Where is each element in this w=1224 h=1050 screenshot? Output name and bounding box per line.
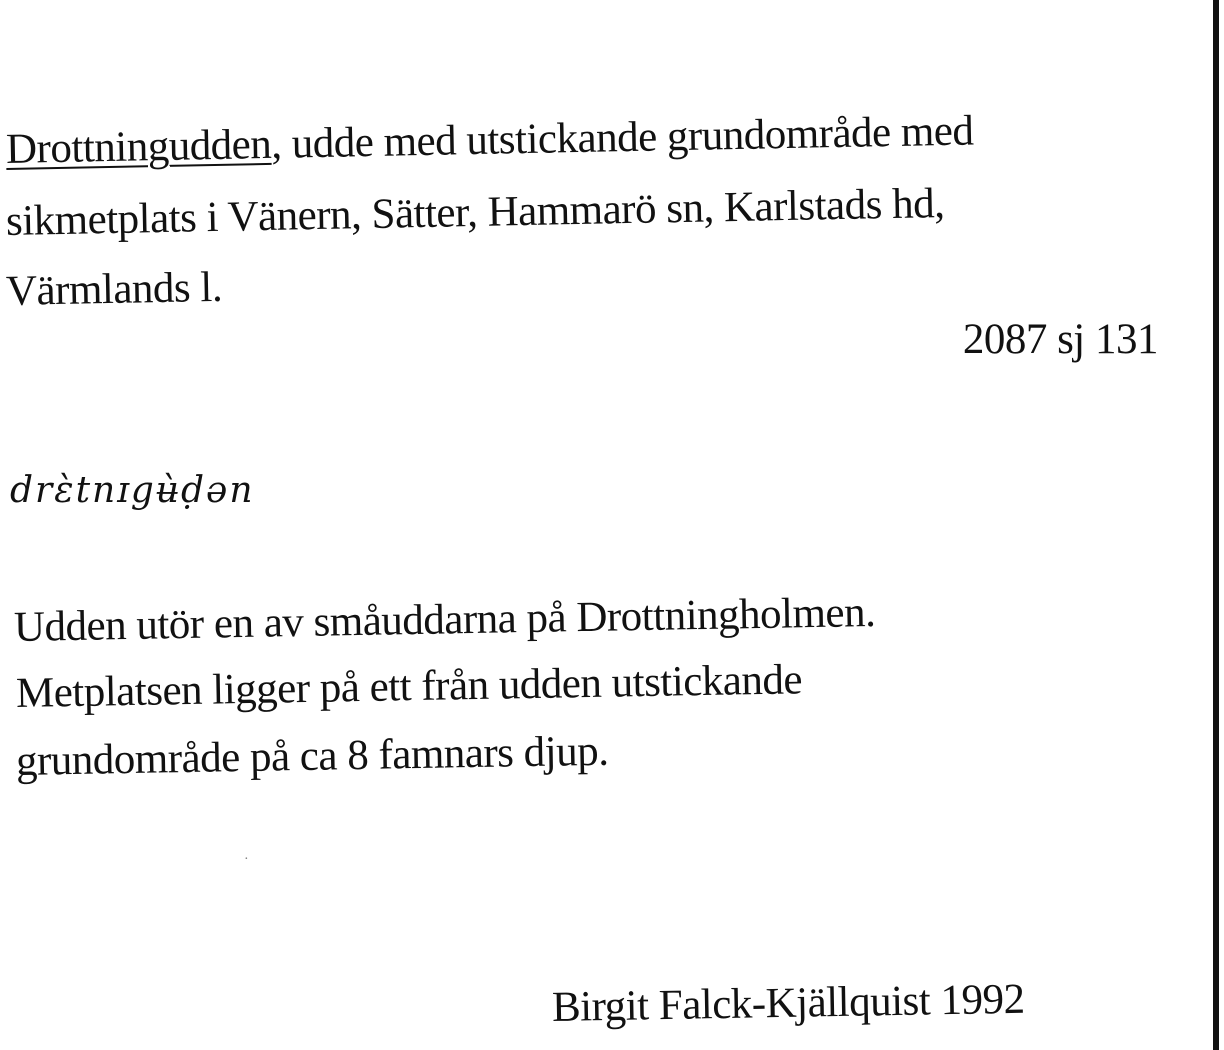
author-signature: Birgit Falck-Kjällquist 1992 bbox=[551, 975, 1025, 1031]
headword: Drottningudden bbox=[5, 120, 272, 173]
map-reference: 2087 sj 131 bbox=[962, 316, 1158, 363]
entry-line-2: sikmetplats i Vänern, Sätter, Hammarö sn, Karlstads hd, bbox=[5, 179, 945, 245]
body-line-3: grundområde på ca 8 famnars djup. bbox=[15, 727, 609, 785]
scan-speck: · bbox=[244, 852, 249, 867]
body-line-1: Udden utör en av småuddarna på Drottningholmen. bbox=[13, 588, 876, 651]
entry-line-1 bbox=[6, 109, 974, 171]
page-edge-line bbox=[1213, 0, 1219, 1050]
body-line-2: Metplatsen ligger på ett från udden utstickande bbox=[15, 656, 803, 717]
entry-line-3: Värmlands l. bbox=[5, 263, 223, 315]
phonetic-transcription: drɛ̀tnɪgʉ̀ḍən bbox=[10, 470, 255, 511]
entry-line-1-rest: , udde med utstickande grundområde med bbox=[270, 107, 974, 168]
